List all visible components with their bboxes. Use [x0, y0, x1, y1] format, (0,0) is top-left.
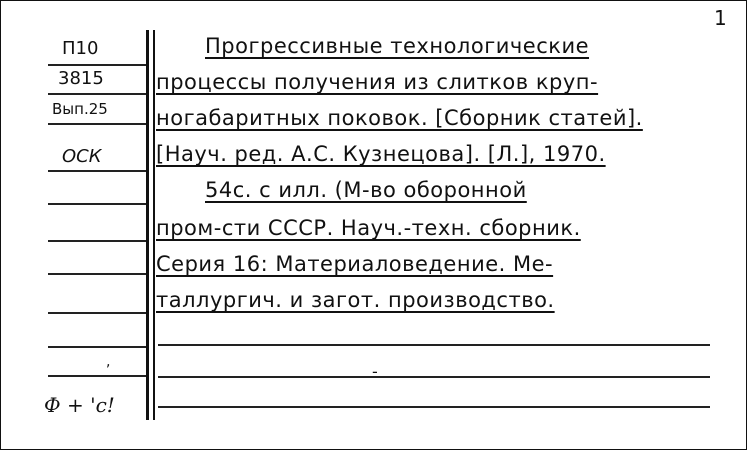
empty-rule — [158, 344, 710, 346]
shelf-mark-department: ОСК — [62, 146, 102, 167]
page-number: 1 — [714, 6, 727, 30]
shelf-mark-number: 3815 — [58, 68, 104, 89]
text-line-5: 54с. с илл. (М-во оборонной — [205, 178, 527, 202]
shelf-rule — [48, 273, 146, 275]
margin-line-right — [153, 30, 155, 420]
shelf-rule — [48, 64, 146, 66]
empty-rule — [158, 406, 710, 408]
text-line-2: процессы получения из слитков круп- — [156, 70, 599, 94]
shelf-rule — [48, 123, 146, 125]
dash-mark: - — [372, 362, 378, 381]
text-line-3: ногабаритных поковок. [Сборник статей]. — [156, 106, 643, 130]
text-line-1: Прогрессивные технологические — [205, 34, 590, 58]
tick-mark: , — [106, 354, 111, 370]
text-line-6: пром-сти СССР. Науч.-техн. сборник. — [156, 216, 581, 240]
text-line-7: Серия 16: Материаловедение. Ме- — [156, 252, 554, 276]
shelf-rule — [48, 312, 146, 314]
shelf-rule — [48, 203, 146, 205]
shelf-rule — [48, 170, 146, 172]
empty-rule — [158, 376, 710, 378]
shelf-mark-class: П10 — [62, 38, 99, 59]
shelf-rule — [48, 375, 146, 377]
shelf-rule — [48, 346, 146, 348]
text-line-8: таллургич. и загот. производство. — [156, 288, 555, 312]
text-line-4: [Науч. ред. А.С. Кузнецова]. [Л.], 1970. — [156, 142, 606, 166]
handwritten-note: Ф + 'с! — [44, 393, 115, 417]
margin-line-left — [146, 30, 149, 420]
shelf-rule — [48, 240, 146, 242]
shelf-mark-issue: Вып.25 — [52, 100, 108, 118]
shelf-rule — [48, 93, 146, 95]
